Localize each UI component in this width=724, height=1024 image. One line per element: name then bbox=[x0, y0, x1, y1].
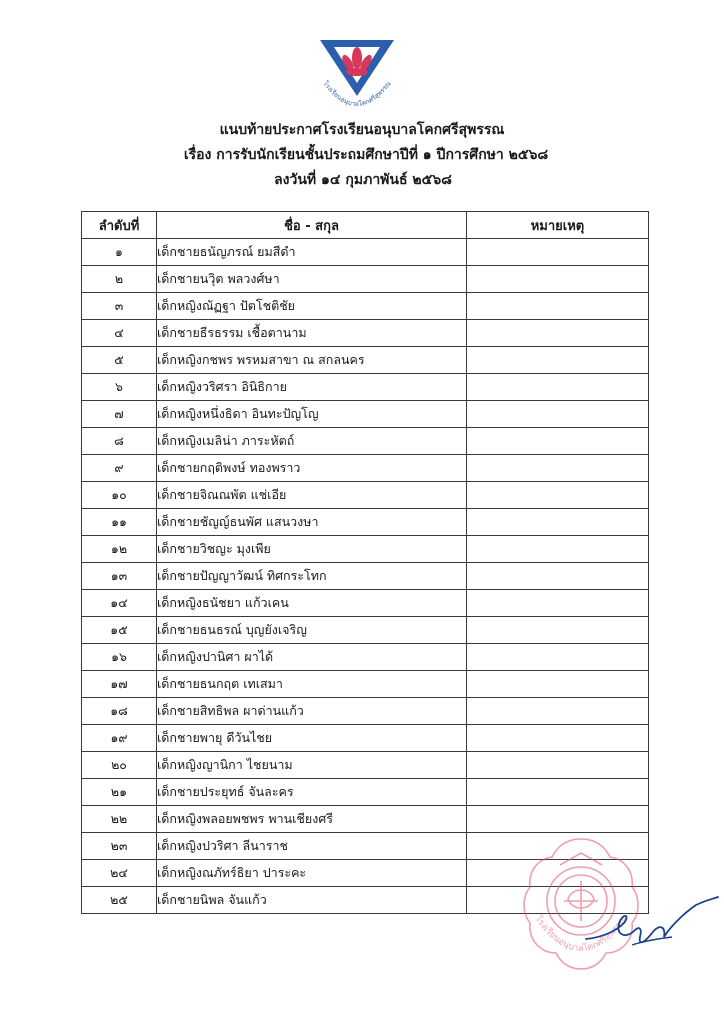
school-logo-icon bbox=[316, 38, 398, 112]
signature-icon bbox=[580, 893, 720, 958]
row-number: ๒๓ bbox=[82, 833, 157, 860]
row-number: ๔ bbox=[82, 320, 157, 347]
table-row bbox=[82, 644, 649, 671]
student-name: เด็กหญิงญานิกา ไชยนาม bbox=[157, 752, 467, 779]
student-name: เด็กหญิงธนัชยา แก้วเคน bbox=[157, 590, 467, 617]
row-remark bbox=[467, 590, 649, 617]
row-number: ๑๓ bbox=[82, 563, 157, 590]
table-row bbox=[82, 806, 649, 833]
table-row bbox=[82, 698, 649, 725]
student-name: เด็กชายธนกฤต เทเสมา bbox=[157, 671, 467, 698]
student-name: เด็กชายนิพล จันแก้ว bbox=[157, 887, 467, 914]
table-row bbox=[82, 590, 649, 617]
column-header-no: ลำดับที่ bbox=[82, 212, 157, 239]
student-name: เด็กหญิงพลอยพชพร พานเชียงศรี bbox=[157, 806, 467, 833]
logo-text: โรงเรียนอนุบาลโคกศรีสุพรรณ bbox=[321, 79, 393, 109]
row-remark bbox=[467, 320, 649, 347]
table-row bbox=[82, 428, 649, 455]
row-number: ๑๘ bbox=[82, 698, 157, 725]
row-remark bbox=[467, 536, 649, 563]
table-row bbox=[82, 509, 649, 536]
table-row bbox=[82, 671, 649, 698]
row-remark bbox=[467, 347, 649, 374]
row-number: ๑๖ bbox=[82, 644, 157, 671]
student-name: เด็กชายปัญญาวัฒน์ ทิศกระโทก bbox=[157, 563, 467, 590]
student-name: เด็กหญิงหนึ่งธิดา อินทะปัญโญ bbox=[157, 401, 467, 428]
row-remark bbox=[467, 725, 649, 752]
row-number: ๑๔ bbox=[82, 590, 157, 617]
row-number: ๑ bbox=[82, 239, 157, 266]
table-row bbox=[82, 374, 649, 401]
student-name: เด็กชายพายุ ดีวันไชย bbox=[157, 725, 467, 752]
row-number: ๕ bbox=[82, 347, 157, 374]
row-remark bbox=[467, 374, 649, 401]
student-name: เด็กชายสิทธิพล ผาด่านแก้ว bbox=[157, 698, 467, 725]
row-remark bbox=[467, 428, 649, 455]
table-row bbox=[82, 725, 649, 752]
student-name: เด็กหญิงวริศรา อินิธิกาย bbox=[157, 374, 467, 401]
row-remark bbox=[467, 671, 649, 698]
student-name: เด็กชายธนัญภรณ์ ยมสีดำ bbox=[157, 239, 467, 266]
student-name: เด็กชายชัญญ์ธนพัศ แสนวงษา bbox=[157, 509, 467, 536]
student-name: เด็กหญิงณภัทร์ธิยา ปาระคะ bbox=[157, 860, 467, 887]
row-remark bbox=[467, 293, 649, 320]
row-number: ๒ bbox=[82, 266, 157, 293]
table-row bbox=[82, 563, 649, 590]
table-header-row bbox=[82, 212, 649, 239]
row-number: ๑๑ bbox=[82, 509, 157, 536]
row-number: ๑๐ bbox=[82, 482, 157, 509]
student-name: เด็กชายกฤติพงษ์ ทองพราว bbox=[157, 455, 467, 482]
student-name: เด็กหญิงณัฏฐา ปัตโชติชัย bbox=[157, 293, 467, 320]
column-header-remark: หมายเหตุ bbox=[467, 212, 649, 239]
table-row bbox=[82, 266, 649, 293]
table-row bbox=[82, 239, 649, 266]
row-remark bbox=[467, 509, 649, 536]
student-name: เด็กหญิงปวริศา ลีนาราช bbox=[157, 833, 467, 860]
row-remark bbox=[467, 239, 649, 266]
row-number: ๙ bbox=[82, 455, 157, 482]
table-row bbox=[82, 752, 649, 779]
header-title: แนบท้ายประกาศโรงเรียนอนุบาลโคกศรีสุพรรณ bbox=[219, 122, 505, 138]
student-list-table bbox=[81, 211, 649, 914]
row-remark bbox=[467, 401, 649, 428]
row-number: ๑๗ bbox=[82, 671, 157, 698]
table-row bbox=[82, 536, 649, 563]
student-name: เด็กชายธนธรณ์ บุญยังเจริญ bbox=[157, 617, 467, 644]
student-name: เด็กชายวิชญะ มุงเพีย bbox=[157, 536, 467, 563]
row-number: ๑๒ bbox=[82, 536, 157, 563]
row-number: ๖ bbox=[82, 374, 157, 401]
table-row bbox=[82, 401, 649, 428]
student-name: เด็กหญิงปานิศา ผาได้ bbox=[157, 644, 467, 671]
row-remark bbox=[467, 482, 649, 509]
row-number: ๒๕ bbox=[82, 887, 157, 914]
row-number: ๒๐ bbox=[82, 752, 157, 779]
student-name: เด็กหญิงเมลิน่า ภาระหัตถ์ bbox=[157, 428, 467, 455]
row-remark bbox=[467, 779, 649, 806]
table-row bbox=[82, 320, 649, 347]
row-remark bbox=[467, 455, 649, 482]
row-number: ๒๑ bbox=[82, 779, 157, 806]
row-number: ๒๔ bbox=[82, 860, 157, 887]
table-row bbox=[82, 455, 649, 482]
row-remark bbox=[467, 644, 649, 671]
row-remark bbox=[467, 806, 649, 833]
row-number: ๘ bbox=[82, 428, 157, 455]
row-remark bbox=[467, 563, 649, 590]
student-name: เด็กชายประยุทธ์ จันละคร bbox=[157, 779, 467, 806]
row-number: ๓ bbox=[82, 293, 157, 320]
student-name: เด็กหญิงกชพร พรหมสาขา ณ สกลนคร bbox=[157, 347, 467, 374]
row-remark bbox=[467, 752, 649, 779]
row-remark bbox=[467, 266, 649, 293]
table-row bbox=[82, 293, 649, 320]
student-name: เด็กชายนวุิต พลวงศ์ษา bbox=[157, 266, 467, 293]
header-subject: เรื่อง การรับนักเรียนชั้นประถมศึกษาปีที่ ๑ ปีการศึกษา ๒๕๖๘ bbox=[183, 147, 549, 163]
table-row bbox=[82, 617, 649, 644]
row-number: ๒๒ bbox=[82, 806, 157, 833]
column-header-name: ชื่อ - สกุล bbox=[157, 212, 467, 239]
student-name: เด็กชายจิณณพัต แช่เอีย bbox=[157, 482, 467, 509]
row-remark bbox=[467, 698, 649, 725]
row-number: ๑๕ bbox=[82, 617, 157, 644]
table-row bbox=[82, 482, 649, 509]
table-row bbox=[82, 779, 649, 806]
row-number: ๗ bbox=[82, 401, 157, 428]
document-header bbox=[0, 118, 724, 193]
student-name: เด็กชายธีรธรรม เชื้อตานาม bbox=[157, 320, 467, 347]
table-row bbox=[82, 347, 649, 374]
header-date: ลงวันที่ ๑๔ กุมภาพันธ์ ๒๕๖๘ bbox=[274, 172, 452, 188]
row-number: ๑๙ bbox=[82, 725, 157, 752]
seal-text: โรงเรียนอนุบาลโคกศรีสุพรรณ bbox=[532, 914, 630, 955]
row-remark bbox=[467, 617, 649, 644]
